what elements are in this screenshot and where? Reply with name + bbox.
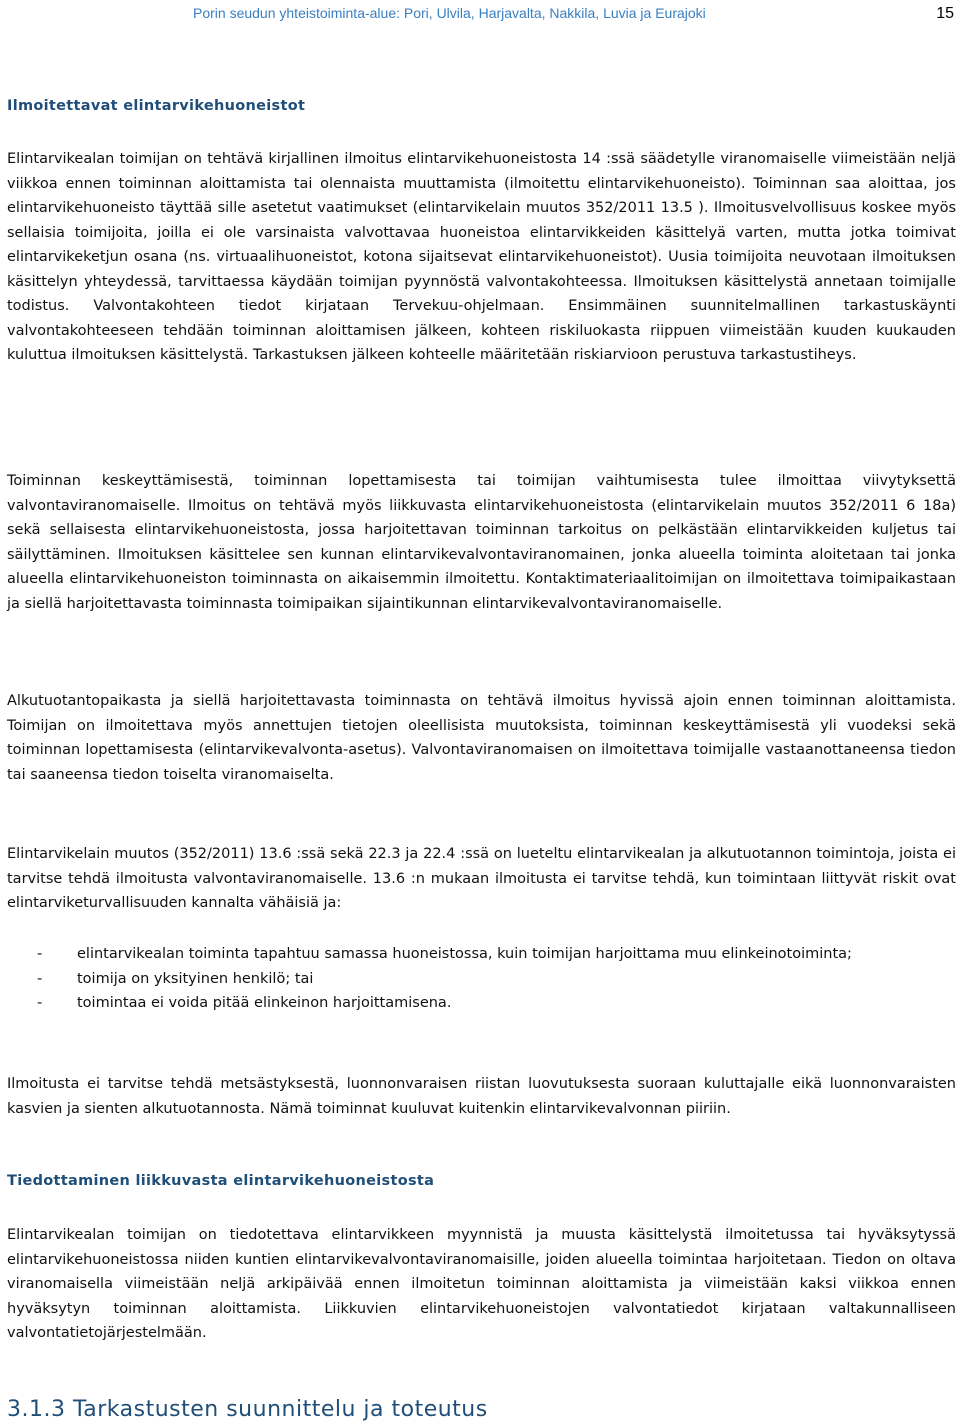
list-dash: -	[37, 995, 43, 1011]
running-header	[0, 0, 960, 28]
list-dash: -	[37, 970, 43, 987]
paragraph-ilmoitusvelvollisuus: Elintarvikealan toimijan on tehtävä kirjallinen ilmoitus elintarvikehuoneistosta 14 :ssä säädetylle viranomaiselle viimeistään neljä viikkoa ennen toiminnan aloittamista tai olennaista muuttamista (ilmoitettu elintarvikehuoneisto). Toiminnan saa aloittaa, jos elintarvikehuoneisto täyttää sille asetetut vaatimukset (elintarvikelain muutos 352/2011 13.5 ). Ilmoitusvelvollisuus koskee myös sellaisia toimijoita, joilla ei ole varsinaista valvottavaa huoneistoa elintarvikkeiden käsittelyä varten, mutta jotka toimivat elintarvikeketjun osana (ns. virtuaalihuoneistot, kotona sijaitsevat elintarvikehuoneistot). Uusia toimijoita neuvotaan ilmoituksen käsittelyn yhteydessä, tarvittaessa käydään toimijan pyynnöstä valvontakohteessa. Ilmoituksen käsittelystä annetaan toimijalle todistus. Valvontakohteen tiedot kirjataan Tervekuu-ohjelmaan. Ensimmäinen suunnitelmallinen tarkastuskäynti valvontakohteeseen tehdään toiminnan aloittamisen jälkeen, kohteen riskiluokasta riippuen viimeistään kuuden kuukauden kuluttua ilmoituksen käsittelystä. Tarkastuksen jälkeen kohteelle määritetään riskiarvioon perustuva tarkastustiheys.	[7, 151, 956, 363]
list-item-text: elintarvikealan toiminta tapahtuu samassa huoneistossa, kuin toimijan harjoittama muu elinkeinotoiminta;	[77, 946, 852, 962]
list-item	[7, 967, 956, 992]
paragraph-tiedottaminen: Elintarvikealan toimijan on tiedotettava elintarvikkeen myynnistä ja muusta käsittelystä ilmoitetussa tai hyväksytyssä elintarvikehuoneistossa niiden kuntien elintarvikevalvontaviranomaisille, joiden alueella toimintaa harjoitetaan. Tiedon on oltava viranomaisella viimeistään neljä arkipäivää ennen ilmoitetun toiminnan aloittamista ja viimeistään kaksi viikkoa ennen hyväksytyn toiminnan aloittamista. Liikkuvien elintarvikehuoneistojen valvontatiedot kirjataan valtakunnalliseen valvontatietojärjestelmään.	[7, 1227, 956, 1341]
page-number: 15	[936, 5, 954, 22]
section-heading-tiedottaminen: Tiedottaminen liikkuvasta elintarvikehuoneistosta	[7, 1173, 435, 1189]
header-title: Porin seudun yhteistoiminta-alue: Pori, Ulvila, Harjavalta, Nakkila, Luvia ja Eurajoki	[193, 5, 706, 21]
list-item-text: toimija on yksityinen henkilö; tai	[77, 970, 314, 987]
section-heading-ilmoitettavat: Ilmoitettavat elintarvikehuoneistot	[7, 98, 306, 114]
exemption-list	[7, 942, 956, 1016]
list-dash: -	[37, 946, 43, 962]
chapter-heading-tarkastusten-suunnittelu: 3.1.3 Tarkastusten suunnittelu ja toteutus	[7, 1397, 488, 1422]
list-item	[7, 942, 956, 967]
paragraph-metsastys: Ilmoitusta ei tarvitse tehdä metsästyksestä, luonnonvaraisen riistan luovutuksesta suoraan kuluttajalle eikä luonnonvaraisten kasvien ja sienten alkutuotannosta. Nämä toiminnat kuuluvat kuitenkin elintarvikevalvonnan piiriin.	[7, 1076, 956, 1117]
list-item-text: toimintaa ei voida pitää elinkeinon harjoittamisena.	[77, 995, 452, 1011]
paragraph-ilmoitusvapaat-toiminnot: Elintarvikelain muutos (352/2011) 13.6 :ssä sekä 22.3 ja 22.4 :ssä on lueteltu elintarvikealan ja alkutuotannon toimintoja, joista ei tarvitse tehdä ilmoitusta valvontaviranomaiselle. 13.6 :n mukaan ilmoitusta ei tarvitse tehdä, kun toimintaan liittyvät riskit ovat elintarviketurvallisuuden kannalta vähäisiä ja:	[7, 846, 956, 911]
list-item	[7, 991, 956, 1016]
paragraph-toiminnan-keskeyttaminen: Toiminnan keskeyttämisestä, toiminnan lopettamisesta tai toimijan vaihtumisesta tulee ilmoittaa viivytyksettä valvontaviranomaiselle. Ilmoitus on tehtävä myös liikkuvasta elintarvikehuoneistosta (elintarvikelain muutos 352/2011 6 18a) sekä sellaisesta elintarvikehuoneistosta, jossa harjoitettavan toiminnan tarkoitus on pelkästään elintarvikkeiden kuljetus tai säilyttäminen. Ilmoituksen käsittelee sen kunnan elintarvikevalvontaviranomainen, jonka alueella toiminta aloitetaan tai jonka alueella elintarvikehuoneiston toiminnasta on aikaisemmin ilmoitettu. Kontaktimateriaalitoimijan on ilmoitettava toimipaikastaan ja siellä harjoitettavasta toiminnasta toimipaikan sijaintikunnan elintarvikevalvontaviranomaiselle.	[7, 473, 956, 612]
paragraph-alkutuotantopaikka: Alkutuotantopaikasta ja siellä harjoitettavasta toiminnasta on tehtävä ilmoitus hyvissä ajoin ennen toiminnan aloittamista. Toimijan on ilmoitettava myös annettujen tietojen oleellisista muutoksista, toiminnan keskeyttämisestä yli vuodeksi sekä toiminnan lopettamisesta (elintarvikevalvonta-asetus). Valvontaviranomaisen on ilmoitettava toimijalle vastaanottaneensa tiedon tai saaneensa tiedon toiselta viranomaiselta.	[7, 693, 956, 783]
